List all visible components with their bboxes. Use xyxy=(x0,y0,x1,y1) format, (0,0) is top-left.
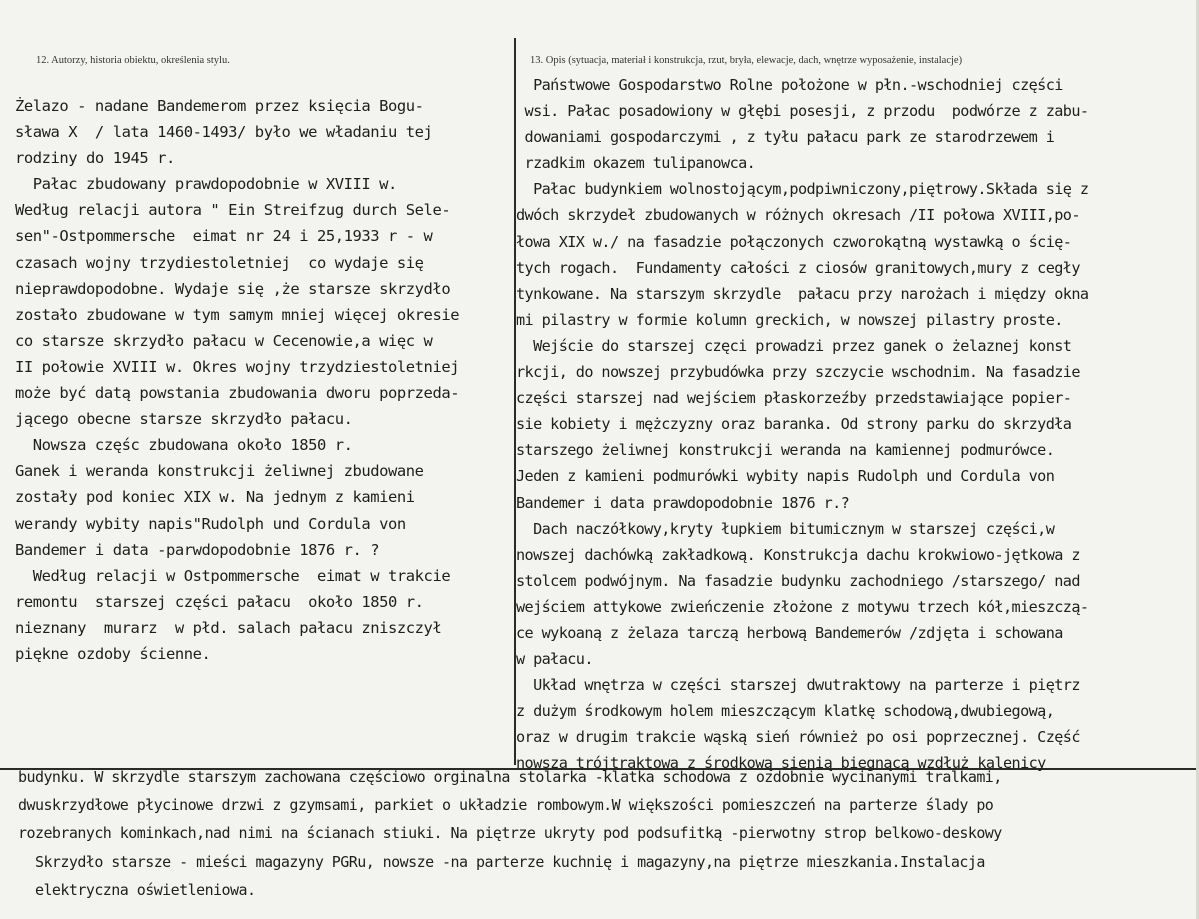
description-text-line: dowaniami gospodarczymi , z tyłu pałacu park ze starodrzewem i xyxy=(516,128,1055,147)
description-text-line: Pałac budynkiem wolnostojącym,podpiwniczony,piętrowy.Składa się z xyxy=(516,180,1089,199)
continuation-text-line: Skrzydło starsze - mieści magazyny PGRu, nowsze -na parterze kuchnię i magazyny,na piętrze mieszkania.Instalacja xyxy=(18,852,985,871)
description-text-line: wejściem attykowe zwieńczenie złożone z motywu trzech kół,mieszczą- xyxy=(516,597,1089,616)
description-continuation xyxy=(18,763,1002,904)
description-text-line: Bandemer i data prawdopodobnie 1876 r.? xyxy=(516,493,850,512)
history-text-line: Ganek i weranda konstrukcji żeliwnej zbudowane xyxy=(15,462,424,481)
history-text-line: Żelazo - nadane Bandemerom przez księcia Bogu- xyxy=(15,97,424,115)
history-text-line: Pałac zbudowany prawdopodobnie w XVIII w. xyxy=(15,175,397,194)
history-text-column xyxy=(15,93,459,667)
continuation-text-line: rozebranych kominkach,nad nimi na ścianach stiuki. Na piętrze ukryty pod podsufitką -pierwotny strop belkowo-deskowy xyxy=(18,824,1002,843)
description-text-line: wsi. Pałac posadowiony w głębi posesji, z przodu podwórze z zabu- xyxy=(516,102,1089,121)
description-text-line: Państwowe Gospodarstwo Rolne położone w płn.-wschodniej części xyxy=(516,76,1063,94)
description-text-column xyxy=(516,72,1088,777)
description-text-line: ce wykoaną z żelaza tarczą herbową Bandemerów /zdjęta i schowana xyxy=(516,623,1063,642)
history-text-line: rodziny do 1945 r. xyxy=(15,149,175,168)
continuation-text-line: dwuskrzydłowe płycinowe drzwi z gzymsami, parkiet o układzie rombowym.W większości pomieszczeń na parterze ślady po xyxy=(18,796,994,815)
history-text-line: Według relacji autora " Ein Streifzug durch Sele- xyxy=(15,201,451,220)
description-text-line: Układ wnętrza w części starszej dwutraktowy na parterze i piętrz xyxy=(516,676,1080,695)
history-text-line: werandy wybity napis"Rudolph und Cordula von xyxy=(15,514,406,533)
history-text-line: remontu starszej części pałacu około 1850 r. xyxy=(15,592,424,611)
description-text-line: Wejście do starszej częci prowadzi przez ganek o żelaznej konst xyxy=(516,336,1072,355)
description-text-line: stolcem podwójnym. Na fasadzie budynku zachodniego /starszego/ nad xyxy=(516,571,1080,590)
history-text-line: co starsze skrzydło pałacu w Cecenowie,a więc w xyxy=(15,331,433,350)
continuation-text-line: elektryczna oświetleniowa. xyxy=(18,880,256,899)
description-text-line: rkcji, do nowszej przybudówka przy szczycie wschodnim. Na fasadzie xyxy=(516,363,1080,382)
history-text-line: piękne ozdoby ścienne. xyxy=(15,644,211,663)
description-text-line: tynkowane. Na starszym skrzydle pałacu przy narożach i między okna xyxy=(516,284,1089,303)
history-text-line: nieznany murarz w płd. salach pałacu zniszczył xyxy=(15,618,442,637)
description-text-line: tych rogach. Fundamenty całości z ciosów granitowych,mury z cegły xyxy=(516,258,1080,277)
history-text-line: nieprawdopodobne. Wydaje się ,że starsze skrzydło xyxy=(15,279,451,298)
description-text-line: części starszej nad wejściem płaskorzeźby przedstawiające popier- xyxy=(516,389,1072,408)
section-12-header: 12. Autorzy, historia obiektu, określenia stylu. xyxy=(36,55,230,66)
history-text-line: zostały pod koniec XIX w. Na jednym z kamieni xyxy=(15,488,415,507)
history-text-line: Nowsza częśc zbudowana około 1850 r. xyxy=(15,436,353,455)
history-text-line: sen"-Ostpommersche eimat nr 24 i 25,1933 r - w xyxy=(15,227,433,246)
history-text-line: może być datą powstania zbudowania dworu poprzeda- xyxy=(15,384,460,403)
description-text-line: nowsza trójtraktowa z środkową sienią biegnącą wzdłuż kalenicy xyxy=(516,754,1046,773)
description-text-line: łowa XIX w./ na fasadzie połączonych czworokątną wystawką o ścię- xyxy=(516,232,1072,251)
history-text-line: zostało zbudowane w tym samym mniej więcej okresie xyxy=(15,305,460,324)
history-text-line: jącego obecne starsze skrzydło pałacu. xyxy=(15,410,353,429)
description-text-line: sie kobiety i mężczyzny oraz baranka. Od strony parku do skrzydła xyxy=(516,415,1072,434)
description-text-line: w pałacu. xyxy=(516,650,593,669)
description-text-line: Dach naczółkowy,kryty łupkiem bitumicznym w starszej części,w xyxy=(516,519,1055,538)
history-text-line: Bandemer i data -parwdopodobnie 1876 r. ? xyxy=(15,540,380,559)
description-text-line: Jeden z kamieni podmurówki wybity napis Rudolph und Cordula von xyxy=(516,467,1055,486)
history-text-line: Według relacji w Ostpommersche eimat w trakcie xyxy=(15,566,451,585)
history-text-line: czasach wojny trzydiestoletniej co wydaje się xyxy=(15,253,424,272)
description-text-line: mi pilastry w formie kolumn greckich, w nowszej pilastry proste. xyxy=(516,310,1063,329)
description-text-line: dwóch skrzydeł zbudowanych w różnych okresach /II połowa XVIII,po- xyxy=(516,206,1080,225)
description-text-line: oraz w drugim trakcie wąską sień również po osi poprzecznej. Część xyxy=(516,728,1080,747)
description-text-line: rzadkim okazem tulipanowca. xyxy=(516,154,756,173)
description-text-line: z dużym środkowym holem mieszczącym klatkę schodową,dwubiegową, xyxy=(516,702,1055,721)
section-13-header: 13. Opis (sytuacja, materiał i konstrukcja, rzut, bryła, elewacje, dach, wnętrze wyposażenie, instalacje) xyxy=(530,55,963,66)
history-text-line: sława X / lata 1460-1493/ było we władaniu tej xyxy=(15,123,433,142)
history-text-line: II połowie XVIII w. Okres wojny trzydziestoletniej xyxy=(15,357,460,376)
description-text-line: nowszej dachówką zakładkową. Konstrukcja dachu krokwiowo-jętkowa z xyxy=(516,545,1080,564)
continuation-text-line: budynku. W skrzydle starszym zachowana częściowo orginalna stolarka -klatka schodowa z ozdobnie wycinanymi tralkami, xyxy=(18,768,1002,786)
description-text-line: starszego żeliwnej konstrukcji weranda na kamiennej podmurówce. xyxy=(516,441,1055,460)
